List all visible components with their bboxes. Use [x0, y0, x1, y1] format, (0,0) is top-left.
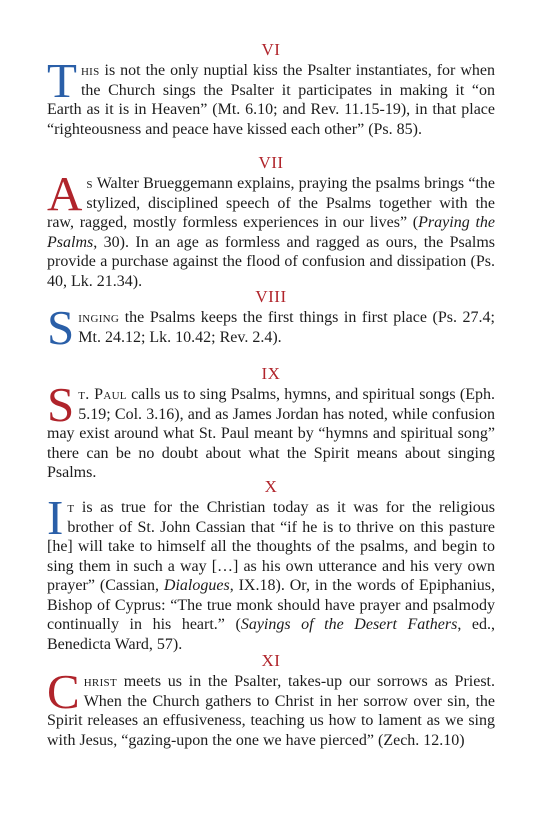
drop-cap: S [47, 377, 75, 432]
drop-cap: C [47, 664, 80, 719]
citation-title: Sayings of the Desert Fathers [240, 616, 458, 633]
lead-in: s [86, 175, 93, 192]
section-numeral: XI [261, 651, 281, 670]
paragraph-text: the Psalms keeps the first things in first place (Ps. 27.4; Mt. 24.12; Lk. 10.42; Rev. 2.4). [78, 309, 495, 346]
drop-cap: T [47, 53, 77, 108]
section-xi [47, 651, 495, 750]
section-numeral: VIII [255, 287, 287, 306]
section-numeral: VII [258, 153, 284, 172]
paragraph-text: is not the only nuptial kiss the Psalter instantiates, for when the Church sings the Psalter it participates in making it “on Earth as it is in Heaven” (Mt. 6.10; and Rev. 11.15-19), in that place “righteousness and peace have kissed each other” (Ps. 85). [47, 62, 495, 138]
drop-cap: S [47, 300, 75, 355]
section-numeral: X [264, 477, 278, 496]
paragraph-text: , 30). In an age as formless and ragged as ours, the Psalms provide a purchase against the flood of confusion and dissipation (Ps. 40, Lk. 21.34). [47, 233, 495, 290]
section-ix [47, 364, 495, 483]
lead-in: hrist [83, 673, 117, 690]
section-x [47, 477, 495, 654]
drop-cap: A [47, 166, 83, 221]
lead-in: t [67, 499, 75, 516]
section-paragraph [47, 490, 496, 654]
section-paragraph [47, 664, 495, 750]
lead-in: t. Paul [78, 386, 127, 403]
section-paragraph [47, 53, 495, 139]
citation-title: Praying the Psalms [47, 214, 495, 251]
paragraph-text: , ed., Benedicta Ward, 57). [47, 616, 495, 653]
section-numeral: VI [261, 40, 281, 59]
paragraph-text: , IX.18). Or, in the words of Epiphanius, Bishop of Cyprus: “The true monk should have prayer and psalmody continually in his heart.” ( [47, 577, 496, 633]
paragraph-text: Walter Brueggemann explains, praying the psalms brings “the stylized, disciplined speech of the Psalms together with the raw, ragged, mostly formless experiences in our lives” ( [47, 175, 495, 231]
section-paragraph [47, 377, 496, 483]
lead-in: inging [78, 309, 120, 326]
citation-title: Dialogues [163, 577, 230, 594]
section-vi [47, 40, 495, 139]
paragraph-text: meets us in the Psalter, takes-up our sorrows as Priest. When the Church gathers to Christ in her sorrow over sin, the Spirit releases an effusiveness, teaching us how to lament as we sing with Jesus, “gazing-upon the one we have pierced” (Zech. 12.10) [47, 673, 495, 749]
drop-cap: I [47, 490, 64, 545]
section-numeral: IX [261, 364, 281, 383]
paragraph-text: is as true for the Christian today as it was for the religious brother of St. John Cassian that “if he is to thrive on this pasture [he] will take to himself all the thoughts of the psalms, and begin to sing them in such a way […] as his own utterance and his very own prayer” (Cassian, [47, 499, 495, 594]
paragraph-text: calls us to sing Psalms, hymns, and spiritual songs (Eph. 5.19; Col. 3.16), and as James Jordan has noted, while confusion may exist around what St. Paul meant by “hymns and spiritual song” there can be no doubt about what the Spirit means about singing Psalms. [47, 386, 496, 481]
section-viii [47, 287, 495, 355]
section-paragraph [47, 300, 495, 355]
section-paragraph [47, 166, 495, 291]
lead-in: his [80, 62, 100, 79]
section-vii [47, 153, 495, 291]
